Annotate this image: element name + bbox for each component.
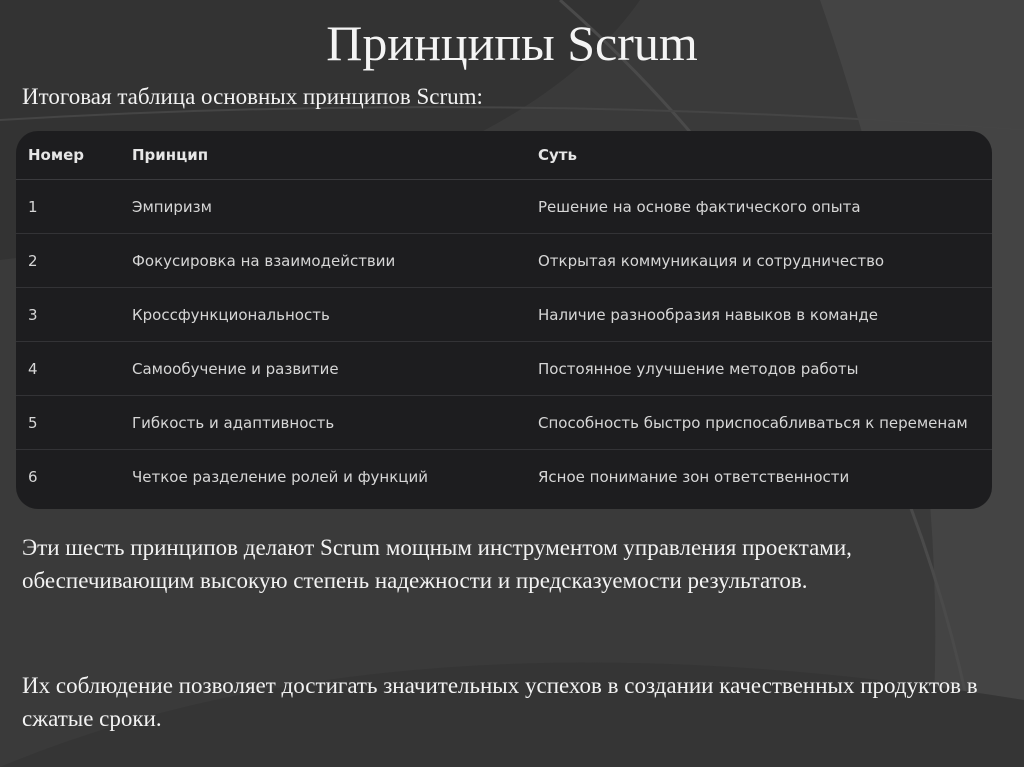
row-essence: Способность быстро приспосабливаться к переменам <box>528 396 992 450</box>
row-number: 6 <box>28 467 38 486</box>
principles-table-panel <box>16 131 992 509</box>
table-header-row <box>16 131 992 180</box>
row-principle: Четкое разделение ролей и функций <box>132 467 428 486</box>
row-essence: Решение на основе фактического опыта <box>528 180 992 234</box>
row-number: 4 <box>16 342 118 396</box>
row-essence: Наличие разнообразия навыков в команде <box>528 288 992 342</box>
summary-paragraph: Эти шесть принципов делают Scrum мощным инструментом управления проектами, обеспечивающим высокую степень надежности и предсказуемости результатов. <box>22 535 852 593</box>
row-number: 1 <box>16 180 118 234</box>
table-row <box>16 450 992 504</box>
row-number: 3 <box>16 288 118 342</box>
row-essence: Ясное понимание зон ответственности <box>538 467 850 486</box>
row-essence: Постоянное улучшение методов работы <box>528 342 992 396</box>
table-caption: Итоговая таблица основных принципов Scrum: <box>22 84 483 109</box>
table-row <box>16 180 992 234</box>
table-row <box>16 396 992 450</box>
header-essence: Суть <box>528 131 992 180</box>
row-principle: Фокусировка на взаимодействии <box>118 234 528 288</box>
slide-title: Принципы Scrum <box>326 15 698 71</box>
row-number: 2 <box>16 234 118 288</box>
table-row <box>16 234 992 288</box>
row-essence: Открытая коммуникация и сотрудничество <box>528 234 992 288</box>
row-principle: Самообучение и развитие <box>118 342 528 396</box>
row-principle: Кроссфункциональность <box>118 288 528 342</box>
header-principle: Принцип <box>118 131 528 180</box>
table-row <box>16 342 992 396</box>
header-number: Номер <box>16 131 118 180</box>
table-row <box>16 288 992 342</box>
conclusion-paragraph: Их соблюдение позволяет достигать значительных успехов в создании качественных продуктов в сжатые сроки. <box>22 673 978 731</box>
principles-table <box>16 131 992 503</box>
row-principle: Эмпиризм <box>118 180 528 234</box>
row-principle: Гибкость и адаптивность <box>118 396 528 450</box>
row-number: 5 <box>16 396 118 450</box>
